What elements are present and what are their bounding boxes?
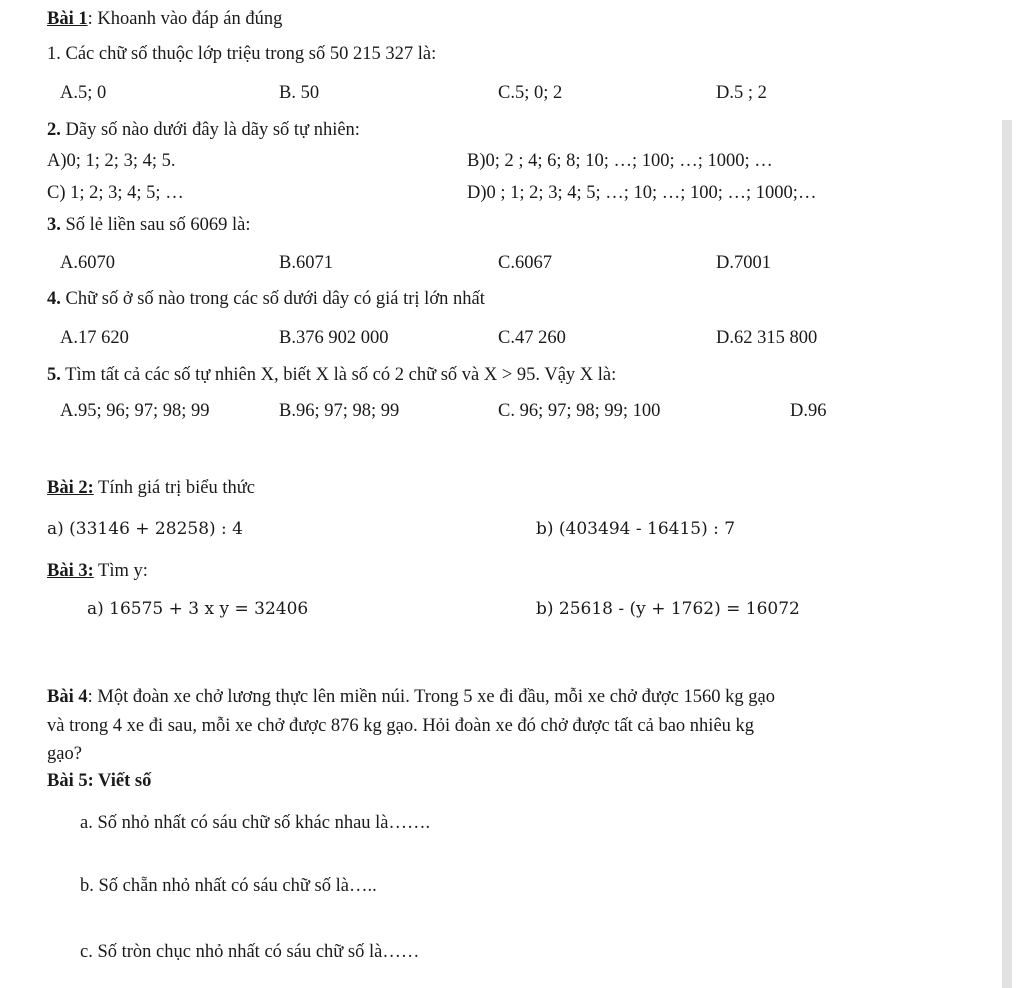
bai5-item-b: b. Số chẵn nhỏ nhất có sáu chữ số là….. bbox=[80, 876, 377, 896]
q3-option-a: A.6070 bbox=[60, 253, 115, 273]
q3-option-b: B.6071 bbox=[279, 253, 333, 273]
q5-option-a: A.95; 96; 97; 98; 99 bbox=[60, 401, 210, 421]
bai1-heading: Bài 1 bbox=[47, 9, 88, 29]
q4-option-b: B.376 902 000 bbox=[279, 328, 389, 348]
bai2-title bbox=[47, 479, 255, 498]
q5-number: 5. bbox=[47, 365, 61, 385]
q5-option-b: B.96; 97; 98; 99 bbox=[279, 401, 400, 421]
q2-option-c: C) 1; 2; 3; 4; 5; … bbox=[47, 183, 184, 203]
bai2-expression-b: b) (403494 - 16415) : 7 bbox=[536, 519, 736, 539]
q1-stem bbox=[47, 45, 436, 64]
bai2-heading: Bài 2: bbox=[47, 478, 94, 498]
q5-option-c: C. 96; 97; 98; 99; 100 bbox=[498, 401, 661, 421]
bai3-heading: Bài 3: bbox=[47, 561, 94, 581]
q3-text: Số lẻ liền sau số 6069 là: bbox=[60, 215, 251, 235]
bai1-heading-rest: : Khoanh vào đáp án đúng bbox=[87, 9, 283, 29]
q5-stem bbox=[47, 366, 616, 385]
bai4-line1 bbox=[47, 688, 775, 707]
bai5-heading: Bài 5: Viết số bbox=[47, 771, 152, 791]
bai3-equation-a: a) 16575 + 3 x y = 32406 bbox=[87, 599, 309, 619]
q4-option-d: D.62 315 800 bbox=[716, 328, 818, 348]
q2-option-d: D)0 ; 1; 2; 3; 4; 5; …; 10; …; 100; …; 1000;… bbox=[467, 183, 817, 203]
q1-number: 1. bbox=[47, 44, 61, 64]
bai1-title bbox=[47, 10, 282, 29]
q5-option-d: D.96 bbox=[790, 401, 827, 421]
q1-option-d: D.5 ; 2 bbox=[716, 83, 767, 103]
bai5-item-a: a. Số nhỏ nhất có sáu chữ số khác nhau là……. bbox=[80, 813, 431, 833]
q2-number: 2. bbox=[47, 120, 61, 140]
q3-stem bbox=[47, 216, 250, 235]
q1-option-b: B. 50 bbox=[279, 83, 320, 103]
q1-text: Các chữ số thuộc lớp triệu trong số 50 215 327 là: bbox=[60, 44, 437, 64]
q2-option-a: A)0; 1; 2; 3; 4; 5. bbox=[47, 151, 176, 171]
q4-text: Chữ số ở số nào trong các số dưới dây có giá trị lớn nhất bbox=[60, 289, 485, 309]
bai2-heading-rest: Tính giá trị biểu thức bbox=[93, 478, 256, 498]
q2-option-b: B)0; 2 ; 4; 6; 8; 10; …; 100; …; 1000; … bbox=[467, 151, 773, 171]
bai4-line2: và trong 4 xe đi sau, mỗi xe chở được 876 kg gạo. Hỏi đoàn xe đó chở được tất cả bao nhiêu kg bbox=[47, 716, 755, 736]
q4-number: 4. bbox=[47, 289, 61, 309]
bai3-heading-rest: Tìm y: bbox=[93, 561, 148, 581]
bai2-expression-a: a) (33146 + 28258) : 4 bbox=[47, 519, 243, 539]
vertical-scrollbar[interactable] bbox=[1002, 120, 1012, 988]
bai4-text-1: : Một đoàn xe chở lương thực lên miền núi. Trong 5 xe đi đầu, mỗi xe chở được 1560 kg gạo bbox=[87, 687, 775, 707]
bai4-heading: Bài 4 bbox=[47, 687, 88, 707]
q5-text: Tìm tất cả các số tự nhiên X, biết X là số có 2 chữ số và X > 95. Vậy X là: bbox=[60, 365, 617, 385]
q1-option-a: A.5; 0 bbox=[60, 83, 107, 103]
q2-stem bbox=[47, 121, 360, 140]
bai5-item-c: c. Số tròn chục nhỏ nhất có sáu chữ số là…… bbox=[80, 942, 420, 962]
q1-option-c: C.5; 0; 2 bbox=[498, 83, 563, 103]
q3-number: 3. bbox=[47, 215, 61, 235]
bai4-line3: gạo? bbox=[47, 744, 82, 764]
q4-option-a: A.17 620 bbox=[60, 328, 129, 348]
q4-stem bbox=[47, 290, 485, 309]
q2-text: Dãy số nào dưới đây là dãy số tự nhiên: bbox=[60, 120, 360, 140]
bai3-equation-b: b) 25618 - (y + 1762) = 16072 bbox=[536, 599, 800, 619]
q3-option-c: C.6067 bbox=[498, 253, 552, 273]
q4-option-c: C.47 260 bbox=[498, 328, 566, 348]
q3-option-d: D.7001 bbox=[716, 253, 771, 273]
bai3-title bbox=[47, 562, 148, 581]
